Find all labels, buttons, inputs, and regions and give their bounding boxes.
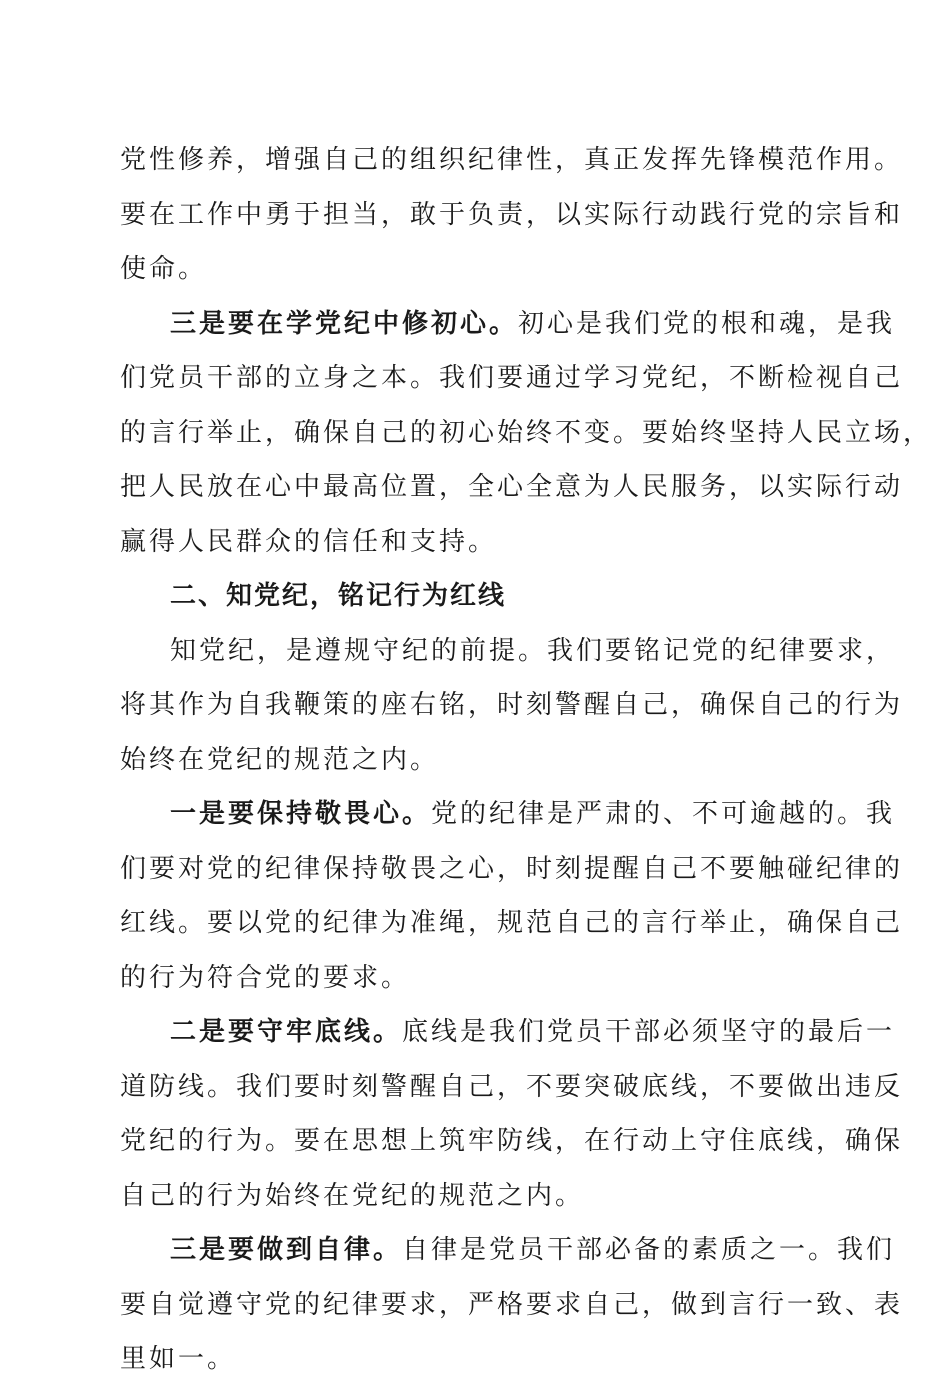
text-fragment: 底线是我们党员干部必须坚守的最后一: [402, 1017, 896, 1047]
text-line: 的言行举止，确保自己的初心始终不变。要始终坚持人民立场，: [120, 417, 933, 448]
text-line: 自己的行为始终在党纪的规范之内。: [120, 1180, 585, 1211]
text-line: 道防线。我们要时刻警醒自己，不要突破底线，不要做出违反: [120, 1071, 904, 1102]
paragraph-know-discipline: [120, 624, 904, 788]
text-line: 党纪的行为。要在思想上筑牢防线，在行动上守住底线，确保: [120, 1126, 904, 1156]
text-line: 始终在党纪的规范之内。: [120, 744, 440, 775]
text-line: 里如一。: [120, 1344, 237, 1374]
text-line: 们党员干部的立身之本。我们要通过学习党纪，不断检视自己: [120, 363, 904, 393]
text-line: 的行为符合党的要求。: [120, 962, 411, 993]
text-line: 党性修养，增强自己的组织纪律性，真正发挥先锋模范作用。: [120, 145, 904, 175]
text-line: [120, 1223, 896, 1278]
paragraph-lead: 一是要保持敬畏心。: [170, 799, 432, 829]
paragraph-party-cultivation: [120, 133, 904, 297]
text-line: [120, 297, 896, 352]
document-body: [120, 133, 933, 1387]
paragraph-self-discipline: [120, 1223, 904, 1387]
paragraph-original-aspiration: [120, 297, 933, 570]
text-line: 要自觉遵守党的纪律要求，严格要求自己，做到言行一致、表: [120, 1289, 904, 1320]
text-fragment: 党的纪律是严肃的、不可逾越的。我: [431, 799, 896, 829]
text-line: 要在工作中勇于担当，敢于负责，以实际行动践行党的宗旨和: [120, 199, 904, 230]
paragraph-reverence: [120, 787, 904, 1005]
paragraph-bottom-line: [120, 1005, 904, 1223]
text-line: 红线。要以党的纪律为准绳，规范自己的言行举止，确保自己: [120, 908, 904, 938]
text-line: 知党纪，是遵规守纪的前提。我们要铭记党的纪律要求，: [170, 635, 896, 666]
text-line: 赢得人民群众的信任和支持。: [120, 526, 498, 557]
text-fragment: 初心是我们党的根和魂，是我: [518, 308, 896, 339]
paragraph-lead: 三是要在学党纪中修初心。: [170, 308, 519, 339]
text-line: 把人民放在心中最高位置，全心全意为人民服务，以实际行动: [120, 472, 904, 502]
text-fragment: 自律是党员干部必备的素质之一。我们: [402, 1235, 896, 1265]
paragraph-lead: 三是要做到自律。: [170, 1235, 403, 1265]
text-line: 将其作为自我鞭策的座右铭，时刻警醒自己，确保自己的行为: [120, 690, 904, 720]
text-line: 们要对党的纪律保持敬畏之心，时刻提醒自己不要触碰纪律的: [120, 853, 904, 884]
section-heading: 二、知党纪，铭记行为红线: [170, 581, 507, 611]
text-line: [120, 787, 896, 842]
text-line: 使命。: [120, 254, 208, 284]
text-line: [120, 1005, 896, 1060]
paragraph-lead: 二是要守牢底线。: [170, 1017, 403, 1047]
